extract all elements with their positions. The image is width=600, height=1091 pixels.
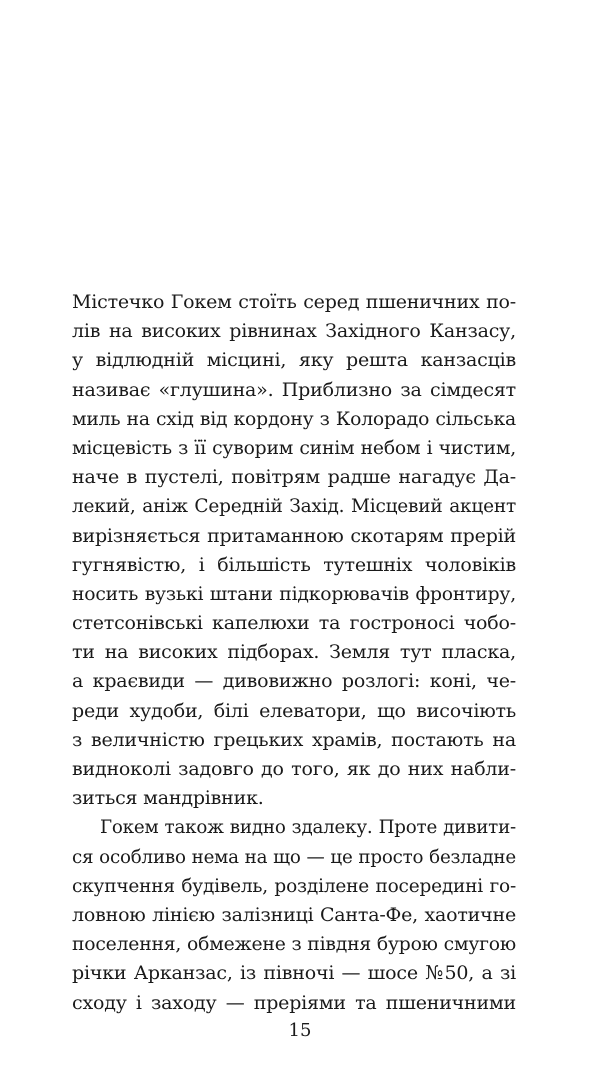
text-line: ти на високих підборах. Земля тут пласка, [72, 641, 516, 664]
text-line: видноколі задовго до того, як до них набли- [72, 758, 516, 780]
text-line: річки Арканзас, із півночі — шосе №50, а зі [72, 962, 516, 985]
paragraph-1 [72, 288, 516, 813]
text-line: гугнявістю, і більшість тутешніх чоловіків [72, 553, 516, 576]
text-line: сходу і заходу — преріями та пшеничними [72, 991, 516, 1014]
text-line: поселення, обмежене з півдня бурою смугою [72, 934, 516, 956]
text-line: у відлюдній місцині, яку решта канзасців [72, 349, 516, 372]
text-line: називає «глушина». Приблизно за сімдесят [72, 378, 516, 401]
text-line: лів на високих рівнинах Західного Канзасу, [72, 320, 516, 343]
text-line: реди худоби, білі елеватори, що височіють [72, 699, 516, 722]
text-line: а краєвиди — дивовижно розлогі: коні, че- [72, 670, 516, 693]
text-line: вирізняється притаманною скотарям прерій [72, 524, 516, 547]
text-line: стетсонівські капелюхи та гостроносі чобо- [72, 612, 516, 635]
body-text [72, 288, 516, 1018]
text-line: миль на схід від кордону з Колорадо сільська [72, 408, 516, 430]
text-line: ся особливо нема на що — це просто безладне [72, 846, 516, 868]
text-line: місцевість з її суворим синім небом і чистим, [72, 437, 516, 459]
text-line: носить вузькі штани підкорювачів фронтиру, [72, 583, 516, 605]
text-line: ловною лінією залізниці Санта-Фе, хаотичне [72, 903, 516, 926]
text-line: Містечко Гокем стоїть серед пшеничних по- [72, 291, 516, 313]
paragraph-2 [72, 813, 516, 1017]
text-line: лекий, аніж Середній Захід. Місцевий акцент [72, 496, 516, 518]
page-number: 15 [288, 1020, 312, 1041]
text-line: наче в пустелі, повітрям радше нагадує Да- [72, 466, 516, 489]
text-line: скупчення будівель, розділене посередині го- [72, 875, 516, 897]
text-line: Гокем також видно здалеку. Проте дивити- [100, 817, 516, 839]
text-line: зиться мандрівник. [72, 787, 264, 810]
text-line: з величністю грецьких храмів, постають на [72, 728, 516, 751]
